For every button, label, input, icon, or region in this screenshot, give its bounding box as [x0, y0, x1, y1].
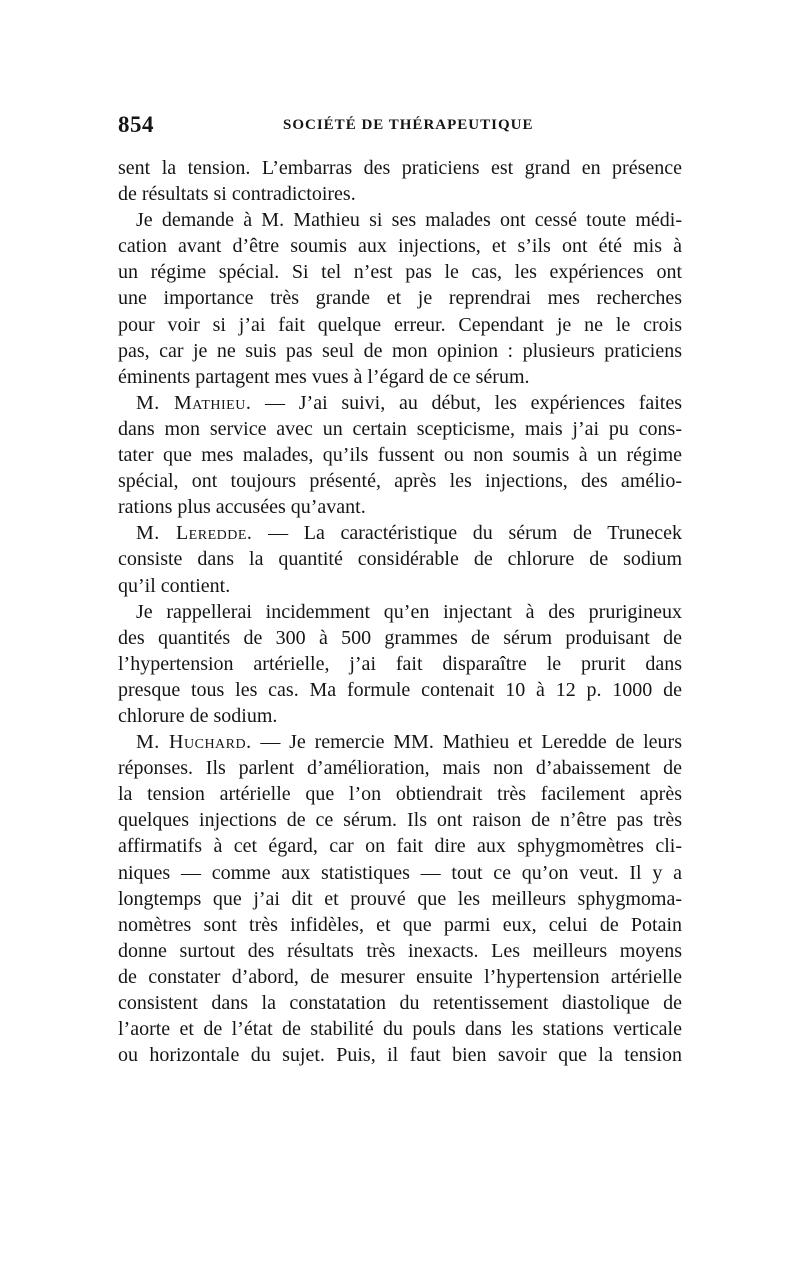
text-line: éminents partagent mes vues à l’égard de ce sérum.	[118, 365, 530, 388]
body-text	[118, 155, 682, 1068]
speaker-name: M. Huchard.	[136, 731, 252, 754]
text-fragment: — La caractéristique du sérum de Trunecek	[268, 522, 683, 545]
text-line: rations plus accusées qu’avant.	[118, 496, 366, 519]
text-line: réponses. Ils parlent d’amélioration, mais non d’abaissement de	[118, 757, 682, 780]
running-title: SOCIÉTÉ DE THÉRAPEUTIQUE	[283, 117, 534, 133]
speaker-line	[118, 520, 682, 546]
text-line: tater que mes malades, qu’ils fussent ou non soumis à un régime	[118, 444, 682, 467]
text-line: spécial, ont toujours présenté, après les injections, des amélio-	[118, 470, 682, 493]
text-line: Je rappellerai incidemment qu’en injectant à des prurigineux	[136, 600, 682, 623]
text-line: dans mon service avec un certain scepticisme, mais j’ai pu cons-	[118, 417, 682, 440]
page-header	[118, 112, 682, 142]
text-line: nomètres sont très infidèles, et que parmi eux, celui de Potain	[118, 913, 682, 936]
text-fragment: — J’ai suivi, au début, les expériences faites	[265, 391, 683, 414]
text-line: la tension artérielle que l’on obtiendrait très facilement après	[118, 783, 682, 806]
text-line: consistent dans la constatation du retentissement diastolique de	[118, 992, 682, 1014]
text-line: niques — comme aux statistiques — tout ce qu’on veut. Il y a	[118, 861, 682, 884]
text-line: quelques injections de ce sérum. Ils ont raison de n’être pas très	[118, 809, 682, 832]
text-line: longtemps que j’ai dit et prouvé que les meilleurs sphygmoma-	[118, 887, 682, 910]
page-number: 854	[118, 112, 154, 137]
speaker-line	[118, 390, 682, 416]
text-line: chlorure de sodium.	[118, 704, 278, 727]
text-line: l’hypertension artérielle, j’ai fait disparaître le prurit dans	[118, 652, 682, 675]
text-line: de constater d’abord, de mesurer ensuite l’hypertension artérielle	[118, 965, 682, 988]
text-line: affirmatifs à cet égard, car on fait dire aux sphygmomètres cli-	[118, 835, 682, 858]
text-line: une importance très grande et je reprendrai mes recherches	[118, 287, 682, 310]
text-line: un régime spécial. Si tel n’est pas le cas, les expériences ont	[118, 261, 682, 284]
text-line: donne surtout des résultats très inexacts. Les meilleurs moyens	[118, 939, 682, 962]
speaker-name: M. Mathieu.	[136, 391, 252, 414]
text-line: pas, car je ne suis pas seul de mon opinion : plusieurs praticiens	[118, 339, 682, 362]
text-line: l’aorte et de l’état de stabilité du pouls dans les stations verticale	[118, 1018, 682, 1041]
text-line: qu’il contient.	[118, 574, 231, 597]
text-line: cation avant d’être soumis aux injections, et s’ils ont été mis à	[118, 235, 682, 258]
speaker-name: M. Leredde.	[136, 522, 253, 545]
text-line: pour voir si j’ai fait quelque erreur. Cependant je ne le crois	[118, 313, 682, 336]
text-line: des quantités de 300 à 500 grammes de sérum produisant de	[118, 626, 682, 649]
speaker-line	[118, 729, 682, 755]
text-line: presque tous les cas. Ma formule contenait 10 à 12 p. 1000 de	[118, 678, 682, 701]
text-line: ou horizontale du sujet. Puis, il faut bien savoir que la tension	[118, 1044, 682, 1067]
text-line: Je demande à M. Mathieu si ses malades ont cessé toute médi-	[136, 209, 682, 232]
text-fragment: — Je remercie MM. Mathieu et Leredde de leurs	[260, 731, 683, 754]
text-line: de résultats si contradictoires.	[118, 183, 356, 206]
text-line: consiste dans la quantité considérable de chlorure de sodium	[118, 548, 682, 571]
text-line: sent la tension. L’embarras des praticiens est grand en présence	[118, 157, 682, 179]
